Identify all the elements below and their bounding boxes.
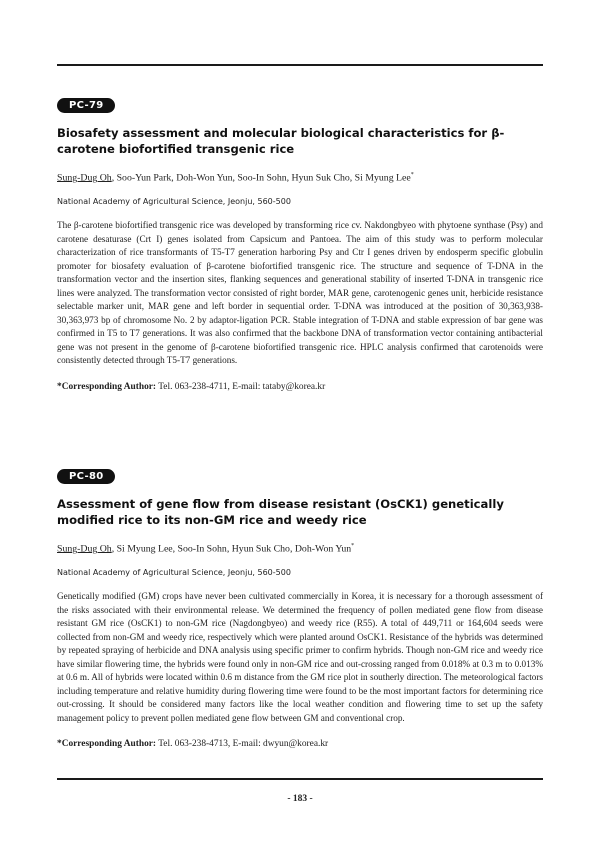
abstract-title: Biosafety assessment and molecular biological characteristics for β-carotene biofortified transgenic rice bbox=[57, 126, 505, 156]
abstract-body: Genetically modified (GM) crops have never been cultivated commercially in Korea, it is necessary for a thorough assessment of the risks associated with their environmental release. We determined the frequency of pollen mediated gene flow from disease resistant GM rice (OsCK1) to non-GM rice (Nagdongbyeo) and weedy rice (R55). A total of 449,711 or 164,604 seeds were collected from non-GM and weedy rice, respectively which were planted around OsCK1. Resistance of the hybrids was determined by repeated spraying of herbicide and DNA analysis using specific primer to confirm hybrids. Though non-GM rice and weedy rice have similar flowering time, the hybrids were found only in non-GM rice and out-crossing ranged from 0.018% at 0.3 m to 0.013% at 0.6 m. All of hybrids were located within 0.6 m distance from the GM rice plot in southerly direction. The meteorological factors including temperature and relative humidity during flowering time were found to be the most important factors for determining rice out-crossing. It should be considered many factors like the local weather condition and flowering time to set up the safety management policy to prevent pollen mediated gene flow between GM and conventional crop. bbox=[57, 591, 543, 723]
corresponding-author bbox=[57, 739, 543, 749]
affiliation: National Academy of Agricultural Science, Jeonju, 560-500 bbox=[57, 197, 291, 207]
corresponding-contact: Tel. 063-238-4713, E-mail: dwyun@korea.kr bbox=[156, 739, 329, 750]
first-author: Sung-Dug Oh bbox=[57, 172, 112, 184]
corresponding-contact: Tel. 063-238-4711, E-mail: tataby@korea.kr bbox=[156, 381, 326, 392]
co-authors: , Soo-Yun Park, Doh-Won Yun, Soo-In Sohn, Hyun Suk Cho, Si Myung Lee bbox=[111, 172, 411, 184]
corresponding-author bbox=[57, 382, 543, 392]
bottom-rule bbox=[57, 778, 543, 780]
first-author: Sung-Dug Oh bbox=[57, 543, 112, 555]
abstract-body: The β-carotene biofortified transgenic rice was developed by transforming rice cv. Nakdongbyeo with phytoene synthase (Psy) and carotene desaturase (Crt I) genes isolated from Capsicum and Pantoea. The aim of this study was to perform molecular characterization of rice transformants of T5-T7 generation harboring Psy and Ctr I genes driven by endosperm specific globulin promoter for biosafety evaluation of β-carotene biofortified transgenic rice. The structure and sequence of T-DNA in the transformation vector and the insertion sites, flanking sequences and generational stability of inserted T-DNA in transgenic rice lines were analyzed. The transformation vector consisted of right border, MAR gene, carotenogenic genes unit, herbicide resistance selectable marker unit, MAR gene and left border in sequential order. T-DNA was introduced at the position of 30,363,938-30,363,973 bp of chromosome No. 2 by adaptor-ligation PCR. Stable integration of T-DNA and stable expression of bar gene was confirmed in T5 to T7 generations. It was also confirmed that the backbone DNA of transformation vector containing antibacterial gene was not present in the genome of β-carotene biofortified transgenic rice. HPLC analysis confirmed that carotenoids were consistently detected through T5-T7 generations. bbox=[57, 220, 543, 366]
affiliation: National Academy of Agricultural Science, Jeonju, 560-500 bbox=[57, 568, 291, 578]
corresponding-label: *Corresponding Author: bbox=[57, 381, 157, 392]
corresponding-label: *Corresponding Author: bbox=[57, 739, 157, 750]
abstract-pc-80 bbox=[57, 466, 543, 749]
author-list bbox=[57, 543, 543, 554]
abstract-id-badge: PC-79 bbox=[57, 98, 115, 113]
author-list bbox=[57, 172, 543, 183]
abstract-id-badge: PC-80 bbox=[57, 469, 115, 484]
co-authors: , Si Myung Lee, Soo-In Sohn, Hyun Suk Cho, Doh-Won Yun bbox=[111, 543, 352, 555]
page-number: - 183 - bbox=[287, 794, 313, 804]
top-rule bbox=[57, 64, 543, 66]
corresponding-mark: * bbox=[351, 543, 355, 549]
abstract-title: Assessment of gene flow from disease resistant (OsCK1) genetically modified rice to its non-GM rice and weedy rice bbox=[57, 497, 504, 527]
abstract-pc-79 bbox=[57, 95, 543, 392]
corresponding-mark: * bbox=[410, 172, 414, 178]
